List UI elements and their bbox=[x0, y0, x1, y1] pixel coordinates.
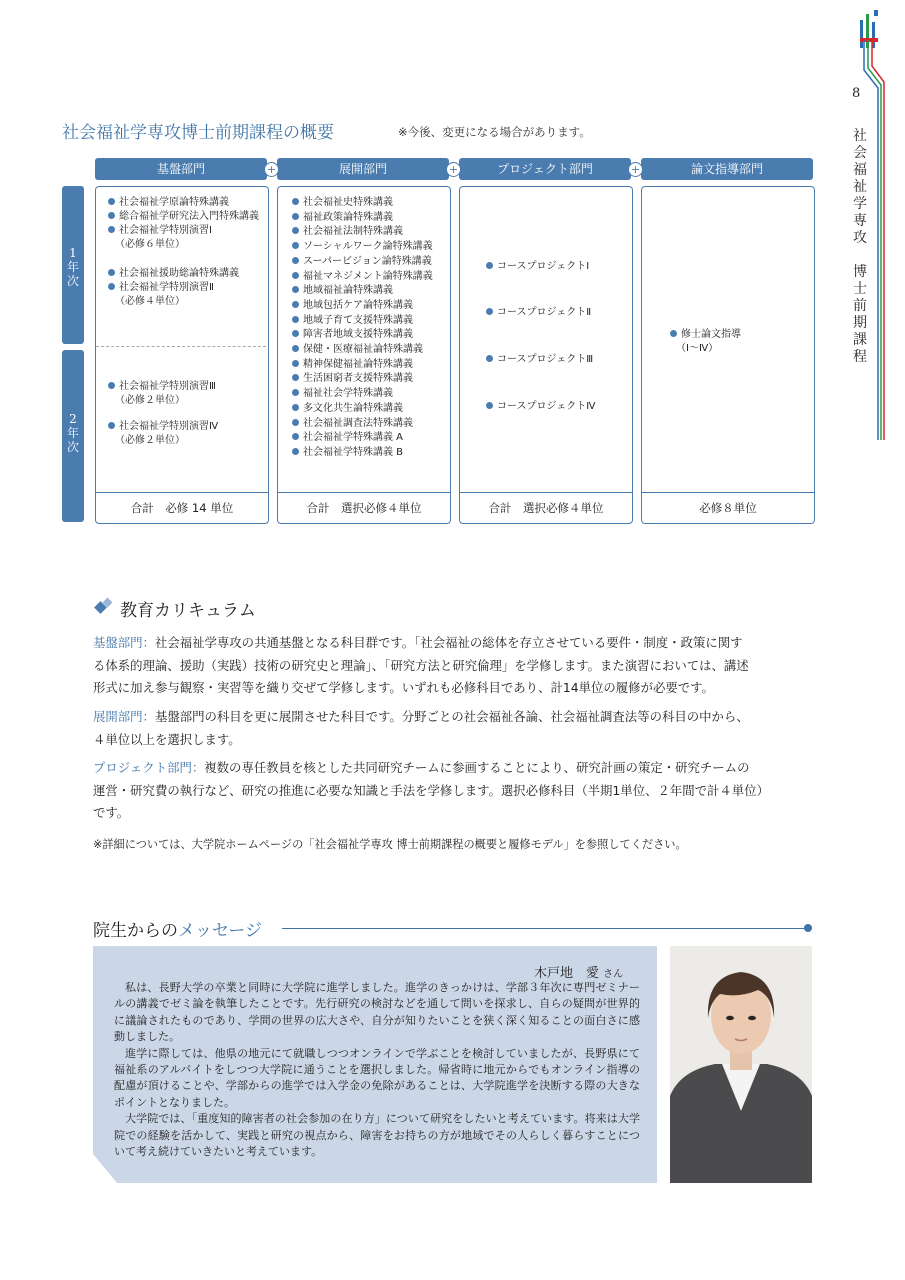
student-name: 木戸地 愛 さん bbox=[534, 966, 624, 981]
list-item: 生活困窮者支援特殊講義 bbox=[292, 372, 413, 386]
list-item: コースプロジェクトⅡ bbox=[486, 306, 591, 320]
overview-note: ※今後、変更になる場合があります。 bbox=[398, 125, 591, 139]
list-item: 障害者地域支援特殊講義 bbox=[292, 328, 413, 342]
list-item: 福祉マネジメント論特殊講義 bbox=[292, 270, 433, 284]
curriculum-note: ※詳細については、大学院ホームページの「社会福祉学専攻 博士前期課程の概要と履修モデル」を参照してください。 bbox=[93, 838, 687, 851]
list-item: スーパービジョン論特殊講義 bbox=[292, 255, 432, 269]
side-title: 社 会 福 祉 学 専 攻 博 士 前 期 課 程 bbox=[853, 128, 867, 365]
page-number: 8 bbox=[852, 86, 861, 101]
list-item: 社会福祉学特別演習Ⅳ bbox=[108, 420, 218, 434]
requirement-text: （必修２単位） bbox=[115, 435, 185, 446]
list-item: 地域福祉論特殊講義 bbox=[292, 284, 393, 298]
header-kiban: 基盤部門 bbox=[95, 158, 267, 180]
year1-bar: 1 年 次 bbox=[62, 186, 84, 344]
list-item: 社会福祉学特殊講義 A bbox=[292, 431, 403, 445]
list-item: 社会福祉学特別演習Ⅰ bbox=[108, 224, 212, 238]
requirement-text: （必修２単位） bbox=[115, 395, 185, 406]
list-item: 社会福祉学特殊講義 B bbox=[292, 446, 403, 460]
year2-bar: 2 年 次 bbox=[62, 350, 84, 522]
header-tenkai: 展開部門 bbox=[277, 158, 449, 180]
list-item: 修士論文指導 bbox=[670, 328, 741, 342]
tenkai-sum: 合計 選択必修４単位 bbox=[278, 492, 450, 523]
header-project: プロジェクト部門 bbox=[459, 158, 631, 180]
list-item: 社会福祉史特殊講義 bbox=[292, 196, 393, 210]
list-item: 福祉政策論特殊講義 bbox=[292, 211, 393, 225]
project-sum: 合計 選択必修４単位 bbox=[460, 492, 632, 523]
requirement-text: （必修６単位） bbox=[115, 239, 185, 250]
list-item: 保健・医療福祉論特殊講義 bbox=[292, 343, 423, 357]
list-item: 総合福祉学研究法入門特殊講義 bbox=[108, 210, 259, 224]
list-item: コースプロジェクトⅢ bbox=[486, 353, 593, 367]
plus-icon: + bbox=[628, 162, 643, 177]
list-item: 福祉社会学特殊講義 bbox=[292, 387, 393, 401]
message-text: 私は、長野大学の卒業と同時に大学院に進学しました。進学のきっかけは、学部３年次に専門ゼミナールの講義でゼミ論を執筆したことです。先行研究の検討などを通して問いを探求し、自らの疑問が世界的に議論されたものであり、学問の世界の広大さや、自分が知りたいことを狭く深く知ることの面白さに感動しました。 進学に際しては、他県の地元にて就職しつつオンラインで学ぶことを検討していましたが、長野県にて福祉系のアルバイトをしつつ大学院に通うことを選択しました。帰省時に地元からでもオンライン指導の配慮が頂けることや、学部からの進学では入学金の免除があることは、大学院進学を決断する際の大きなポイントとなりました。 大学院では、「重度知的障害者の社会参加の在り方」について研究をしたいと考えています。将来は大学院での経験を活かして、実践と研究の視点から、障害をお持ちの方が地域でその人らしく暮らすことについて考え続けていきたいと考えています。 bbox=[114, 981, 640, 1159]
list-item: 社会福祉学特別演習Ⅲ bbox=[108, 380, 216, 394]
ronbun-sum: 必修８単位 bbox=[642, 492, 814, 523]
list-item: 地域包括ケア論特殊講義 bbox=[292, 299, 413, 313]
list-item: 社会福祉法制特殊講義 bbox=[292, 225, 403, 239]
list-item: 多文化共生論特殊講義 bbox=[292, 402, 403, 416]
list-item: 社会福祉調査法特殊講義 bbox=[292, 417, 413, 431]
curriculum-title: 教育カリキュラム bbox=[120, 601, 256, 621]
overview-title: 社会福祉学専攻博士前期課程の概要 bbox=[62, 123, 334, 143]
list-item: 社会福祉援助総論特殊講義 bbox=[108, 267, 239, 281]
list-item: コースプロジェクトⅣ bbox=[486, 400, 596, 414]
student-photo bbox=[670, 946, 812, 1183]
project-paragraph: プロジェクト部門：複数の専任教員を核とした共同研究チームに参画することにより、研究計画の策定・研究チームの 運営・研究費の執行など、研究の推進に必要な知識と手法を学修します。選択必修科目（半期1単位、２年間で計４単位） です。 bbox=[93, 760, 769, 820]
requirement-text: （Ⅰ〜Ⅳ） bbox=[676, 343, 719, 354]
list-item: 精神保健福祉論特殊講義 bbox=[292, 358, 413, 372]
list-item: 地域子育て支援特殊講義 bbox=[292, 314, 413, 328]
plus-icon: + bbox=[264, 162, 279, 177]
kiban-sum: 合計 必修 14 単位 bbox=[96, 492, 268, 523]
list-item: コースプロジェクトⅠ bbox=[486, 260, 589, 274]
year-divider bbox=[96, 346, 266, 347]
rule-dot-icon bbox=[804, 924, 812, 932]
tenkai-paragraph: 展開部門：基盤部門の科目を更に展開させた科目です。分野ごとの社会福祉各論、社会福祉調査法等の科目の中から、 ４単位以上を選択します。 bbox=[93, 709, 749, 747]
ronbun-box bbox=[641, 186, 815, 524]
kiban-paragraph: 基盤部門：社会福祉学専攻の共通基盤となる科目群です。「社会福祉の総体を存立させている要件・制度・政策に関す る体系的理論、援助（実践）技術の研究史と理論」、「研究方法と研究倫理」を学修します。また演習においては、講述 形式に加え参与観察・実習等を織り交ぜて学修します。いずれも必修科目であり、計14単位の履修が必要です。 bbox=[93, 635, 749, 695]
list-item: ソーシャルワーク論特殊講義 bbox=[292, 240, 433, 254]
requirement-text: （必修４単位） bbox=[115, 296, 185, 307]
list-item: 社会福祉学原論特殊講義 bbox=[108, 196, 229, 210]
message-title: 院生からのメッセージ bbox=[93, 921, 262, 941]
header-ronbun: 論文指導部門 bbox=[641, 158, 813, 180]
list-item: 社会福祉学特別演習Ⅱ bbox=[108, 281, 214, 295]
plus-icon: + bbox=[446, 162, 461, 177]
message-rule bbox=[282, 928, 806, 929]
